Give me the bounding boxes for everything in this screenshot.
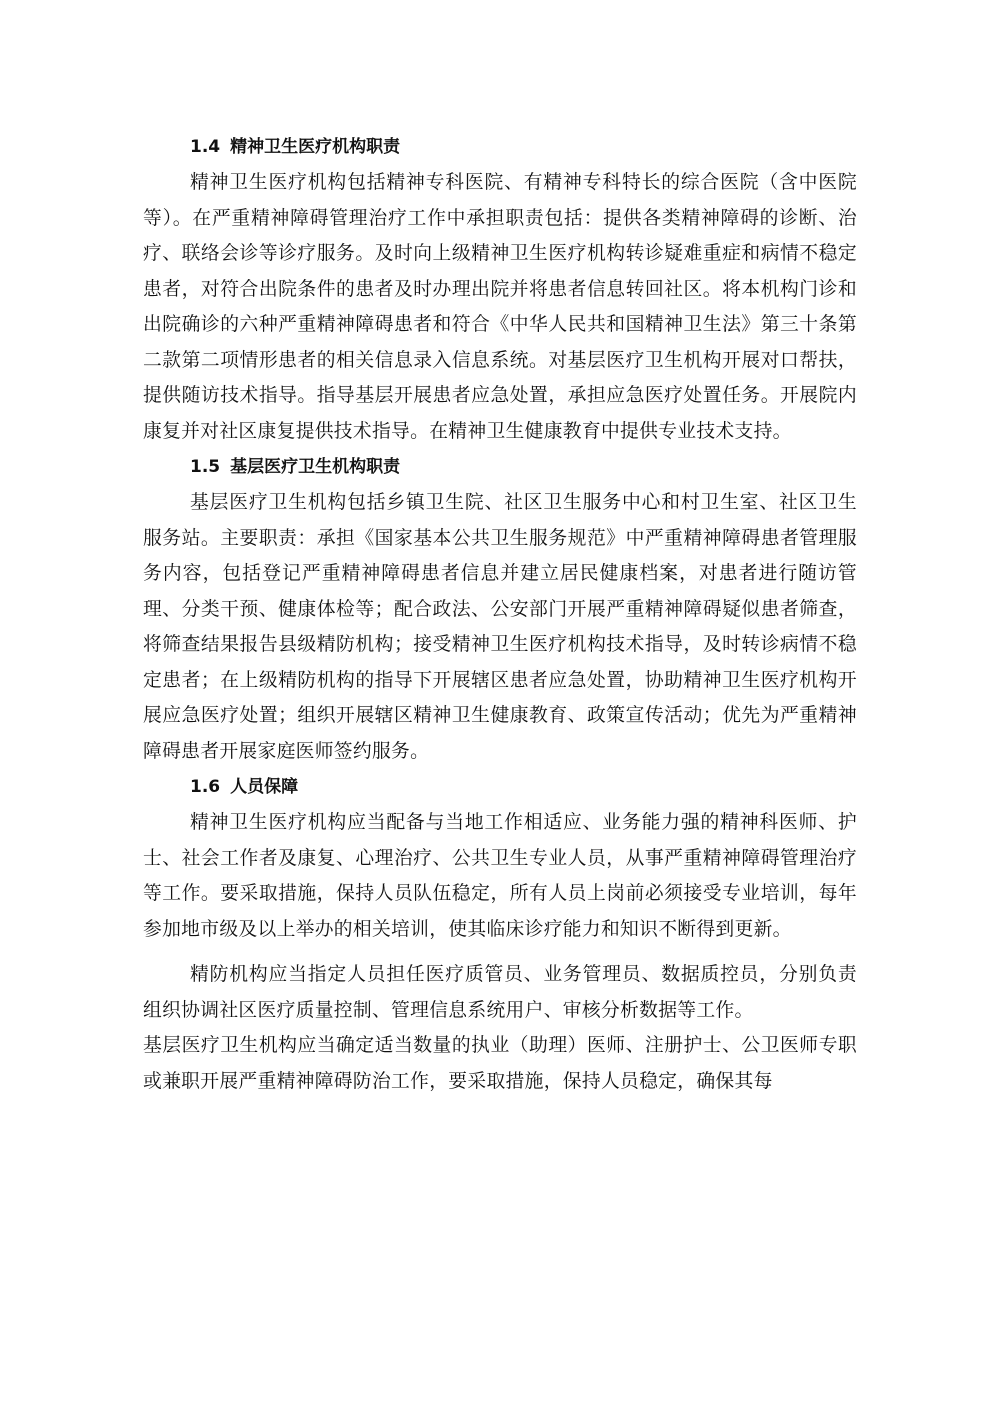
paragraph: 基层医疗卫生机构应当确定适当数量的执业（助理）医师、注册护士、公卫医师专职或兼职开展严重精神障碍防治工作，要采取措施，保持人员稳定，确保其每 [143,1035,857,1092]
paragraph: 基层医疗卫生机构包括乡镇卫生院、社区卫生服务中心和村卫生室、社区卫生服务站。主要职责：承担《国家基本公共卫生服务规范》中严重精神障碍患者管理服务内容，包括登记严重精神障碍患者信息并建立居民健康档案，对患者进行随访管理、分类干预、健康体检等；配合政法、公安部门开展严重精神障碍疑似患者筛查，将筛查结果报告县级精防机构；接受精神卫生医疗机构技术指导，及时转诊病情不稳定患者；在上级精防机构的指导下开展辖区患者应急处置，协助精神卫生医疗机构开展应急医疗处置；组织开展辖区精神卫生健康教育、政策宣传活动；优先为严重精神障碍患者开展家庭医师签约服务。 [143,492,857,762]
section-heading-1-5 [143,449,857,485]
section-heading-1-6 [143,769,857,805]
paragraph: 精神卫生医疗机构包括精神专科医院、有精神专科特长的综合医院（含中医院等）。在严重精神障碍管理治疗工作中承担职责包括：提供各类精神障碍的诊断、治疗、联络会诊等诊疗服务。及时向上级精神卫生医疗机构转诊疑难重症和病情不稳定患者，对符合出院条件的患者及时办理出院并将患者信息转回社区。将本机构门诊和出院确诊的六种严重精神障碍患者和符合《中华人民共和国精神卫生法》第三十条第二款第二项情形患者的相关信息录入信息系统。对基层医疗卫生机构开展对口帮扶，提供随访技术指导。指导基层开展患者应急处置，承担应急医疗处置任务。开展院内康复并对社区康复提供技术指导。在精神卫生健康教育中提供专业技术支持。 [143,172,857,442]
section-number: 1.5 [190,457,221,477]
document-body [143,129,857,1099]
paragraph: 精防机构应当指定人员担任医疗质管员、业务管理员、数据质控员，分别负责组织协调社区医疗质量控制、管理信息系统用户、审核分析数据等工作。 [143,964,857,1021]
section-title: 精神卫生医疗机构职责 [230,137,401,157]
section-title: 基层医疗卫生机构职责 [230,457,401,477]
paragraph: 精神卫生医疗机构应当配备与当地工作相适应、业务能力强的精神科医师、护士、社会工作者及康复、心理治疗、公共卫生专业人员，从事严重精神障碍管理治疗等工作。要采取措施，保持人员队伍稳定，所有人员上岗前必须接受专业培训，每年参加地市级及以上举办的相关培训，使其临床诊疗能力和知识不断得到更新。 [143,812,857,940]
section-heading-1-4 [143,129,857,165]
section-title: 人员保障 [230,777,299,797]
section-number: 1.6 [190,777,221,797]
section-number: 1.4 [190,137,221,157]
